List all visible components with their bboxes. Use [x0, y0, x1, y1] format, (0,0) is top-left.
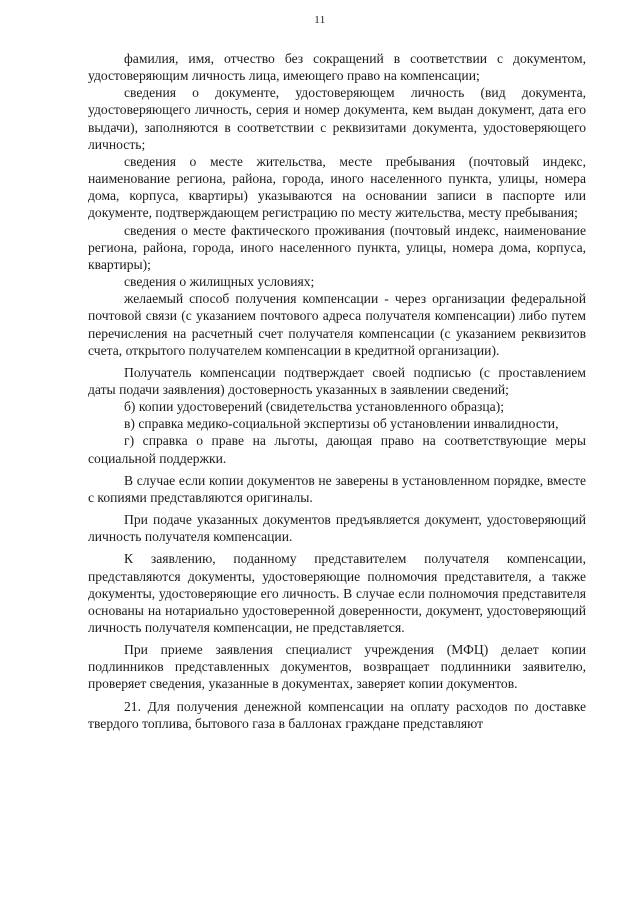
- paragraph: При приеме заявления специалист учреждения (МФЦ) делает копии подлинников представленных документов, возвращает подлинники заявителю, проверяет сведения, указанные в документах, заверяет копии документов.: [88, 642, 586, 692]
- paragraph: г) справка о праве на льготы, дающая право на соответствующие меры социальной поддержки.: [88, 433, 586, 466]
- paragraph: сведения о месте фактического проживания (почтовый индекс, наименование региона, района, города, иного населенного пункта, улицы, номера дома, корпуса, квартиры);: [88, 222, 586, 272]
- paragraph: В случае если копии документов не заверены в установленном порядке, вместе с копиями представляются оригиналы.: [88, 472, 586, 505]
- paragraph: Получатель компенсации подтверждает своей подписью (с проставлением даты подачи заявления) достоверность указанных в заявлении сведений;: [88, 364, 586, 397]
- paragraph: фамилия, имя, отчество без сокращений в соответствии с документом, удостоверяющим личность лица, имеющего право на компенсации;: [88, 51, 586, 84]
- paragraph: сведения о документе, удостоверяющем личность (вид документа, удостоверяющего личность, серия и номер документа, кем выдан документ, дата его выдачи), заполняются в соответствии с реквизитами документа, удостоверяющего личность;: [88, 85, 586, 152]
- paragraph: желаемый способ получения компенсации - через организации федеральной почтовой связи (с указанием почтового адреса получателя компенсации) либо путем перечисления на расчетный счет получателя компенсации (с указанием реквизитов счета, открытого получателем компенсации в кредитной организации).: [88, 291, 586, 358]
- page-number: 11: [314, 14, 326, 26]
- paragraph: сведения о месте жительства, месте пребывания (почтовый индекс, наименование региона, района, города, иного населенного пункта, улицы, номера дома, корпуса, квартиры) указываются на основании записи в паспорте или документе, подтверждающем регистрацию по месту жительства, месту пребывания;: [88, 153, 586, 221]
- paragraph: б) копии удостоверений (свидетельства установленного образца);: [124, 399, 504, 415]
- paragraph: 21. Для получения денежной компенсации на оплату расходов по доставке твердого топлива, бытового газа в баллонах граждане представляют: [88, 698, 586, 731]
- paragraph: При подаче указанных документов предъявляется документ, удостоверяющий личность получателя компенсации.: [88, 512, 586, 545]
- paragraph: в) справка медико-социальной экспертизы об установлении инвалидности,: [124, 416, 559, 432]
- paragraph: сведения о жилищных условиях;: [124, 274, 315, 290]
- document-body: [88, 50, 586, 732]
- paragraph: К заявлению, поданному представителем получателя компенсации, представляются документы, удостоверяющие полномочия представителя, а также документы, удостоверяющие его личность. В случае если полномочия представителя основаны на нотариально удостоверенной доверенности, документ, удостоверяющий личность получателя компенсации, не представляется.: [88, 551, 586, 635]
